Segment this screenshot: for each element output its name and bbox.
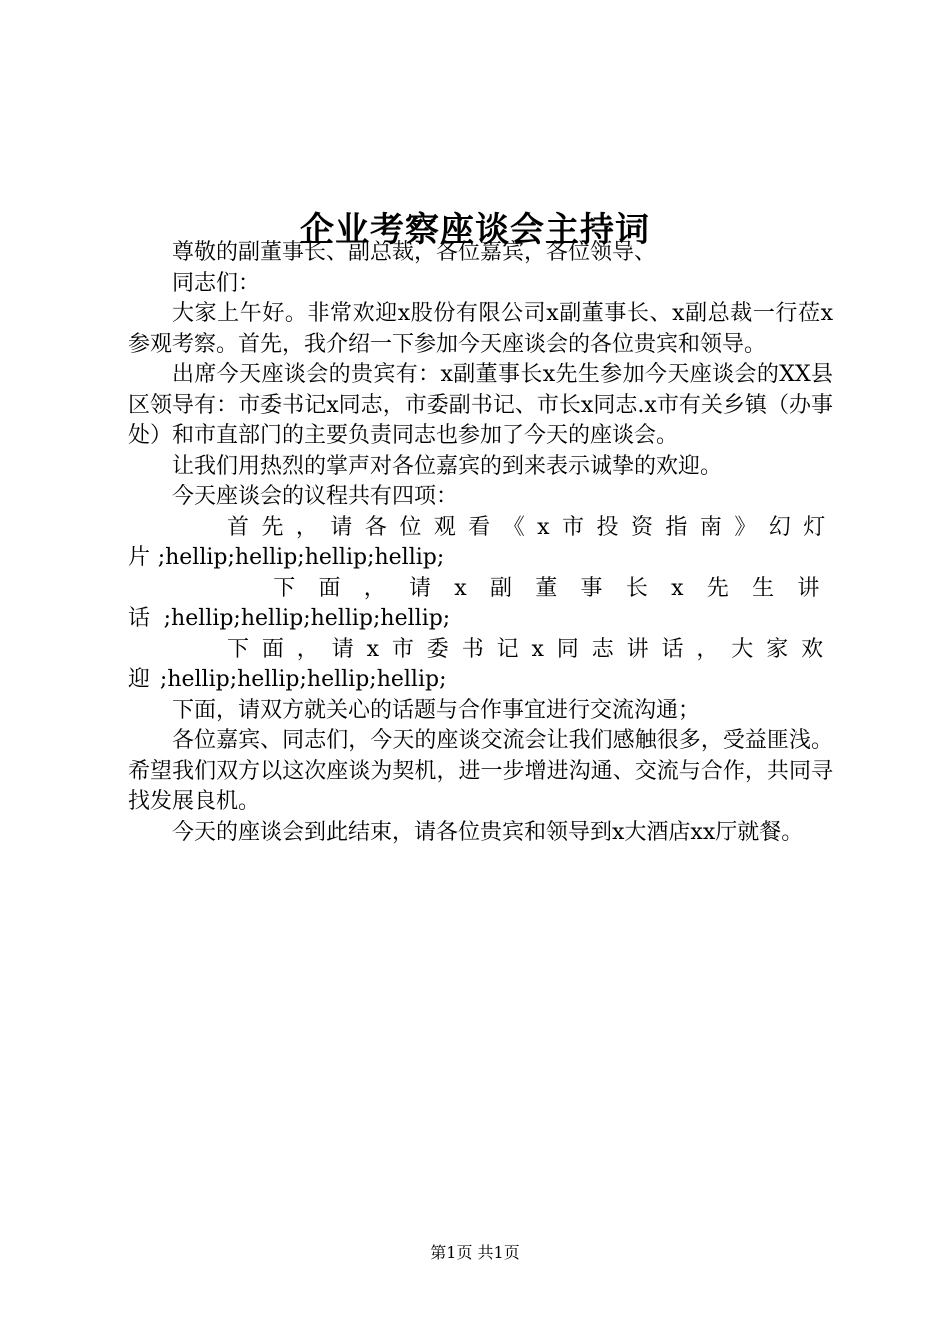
paragraph-exchange: 下面，请双方就关心的话题与合作事宜进行交流沟通； <box>172 697 701 723</box>
salutation-line-1: 尊敬的副董事长、副总裁，各位嘉宾，各位领导、 <box>172 240 657 265</box>
paragraph-agenda-intro: 今天座谈会的议程共有四项： <box>172 484 459 509</box>
agenda-item-3 <box>128 635 833 696</box>
document-title: 企业考察座谈会主持词 <box>300 209 650 250</box>
agenda-item-2-tail: ;hellip;hellip;hellip;hellip; <box>163 606 451 631</box>
paragraph-thanks: 各位嘉宾、同志们，今天的座谈交流会让我们感触很多，受益匪浅。希望我们双方以这次座谈为契机，进一步增进沟通、交流与合作，共同寻找发展良机。 <box>128 728 833 814</box>
paragraph-greeting: 大家上午好。非常欢迎x股份有限公司x副董事长、x副总裁一行莅x参观考察。首先，我介绍一下参加今天座谈会的各位贵宾和领导。 <box>128 301 833 357</box>
agenda-item-3-tail: ;hellip;hellip;hellip;hellip; <box>159 667 447 692</box>
paragraph-guests: 出席今天座谈会的贵宾有：x副董事长x先生参加今天座谈会的XX县区领导有：市委书记x同志，市委副书记、市长x同志.x市有关乡镇（办事处）和市直部门的主要负责同志也参加了今天的座谈会。 <box>128 362 833 448</box>
page-footer: 第1页 共1页 <box>430 1243 520 1262</box>
agenda-item-2-text: 下面，请x副董事长x先生讲话 <box>128 575 833 631</box>
agenda-item-1 <box>128 513 833 574</box>
document-body <box>128 238 833 848</box>
agenda-item-1-text: 首先，请各位观看《x市投资指南》幻灯片 <box>128 514 833 570</box>
salutation-line-2: 同志们： <box>172 270 261 296</box>
agenda-item-1-tail: ;hellip;hellip;hellip;hellip; <box>157 545 445 570</box>
paragraph-closing: 今天的座谈会到此结束，请各位贵宾和领导到x大酒店xx厅就餐。 <box>172 819 804 845</box>
agenda-item-2 <box>128 574 833 635</box>
paragraph-welcome: 让我们用热烈的掌声对各位嘉宾的到来表示诚挚的欢迎。 <box>172 453 723 479</box>
agenda-item-3-text: 下面，请x市委书记x同志讲话，大家欢迎 <box>128 636 833 692</box>
